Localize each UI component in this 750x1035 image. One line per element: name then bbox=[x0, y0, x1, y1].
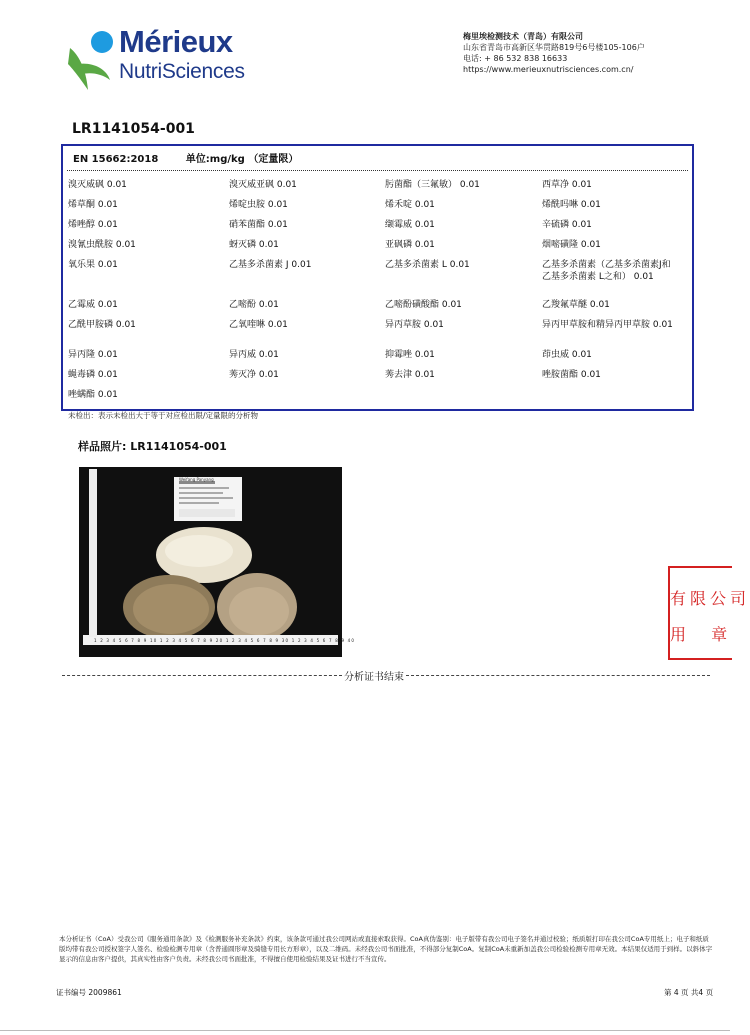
seal-text-line1: 有限公司 bbox=[670, 589, 750, 608]
analyte-result: 缬霉威 0.01 bbox=[385, 220, 435, 230]
company-phone: 电话: + 86 532 838 16633 bbox=[463, 54, 568, 63]
analyte-result: 氧乐果 0.01 bbox=[68, 260, 118, 270]
analyte-result: 异丙甲草胺和精异丙甲草胺 0.01 bbox=[542, 320, 673, 330]
results-box bbox=[61, 144, 694, 411]
header-divider bbox=[67, 170, 688, 171]
logo-text-merieux: Mérieux bbox=[119, 24, 233, 59]
analyte-result: 溴灭威亚砜 0.01 bbox=[229, 180, 297, 190]
analyte-result: 乙氧喹啉 0.01 bbox=[229, 320, 288, 330]
analyte-result: 烯啶虫胺 0.01 bbox=[229, 200, 288, 210]
company-address: 山东省青岛市高新区华贯路819号6号楼105-106户 bbox=[463, 43, 645, 52]
analyte-result: 乙霉威 0.01 bbox=[68, 300, 118, 310]
analyte-result: 亚砜磷 0.01 bbox=[385, 240, 435, 250]
seal-text-line2: 用 章 bbox=[670, 625, 738, 644]
analyte-result: 溴氰虫酰胺 0.01 bbox=[68, 240, 136, 250]
unit-label: 单位:mg/kg （定量限） bbox=[185, 154, 299, 165]
end-dash-right bbox=[406, 675, 710, 676]
company-seal bbox=[668, 566, 750, 660]
analyte-result: 抑霉唑 0.01 bbox=[385, 350, 435, 360]
analyte-result: 乙羧氟草醚 0.01 bbox=[542, 300, 610, 310]
analyte-result: 烯禾啶 0.01 bbox=[385, 200, 435, 210]
analyte-result: 乙酰甲胺磷 0.01 bbox=[68, 320, 136, 330]
analyte-result: 莠灭净 0.01 bbox=[229, 370, 279, 380]
page-number: 第 4 页 共4 页 bbox=[664, 988, 714, 997]
analyte-result: 溴灭威砜 0.01 bbox=[68, 180, 127, 190]
method-label: EN 15662:2018 bbox=[73, 154, 159, 165]
analyte-result: 乙嘧酚磺酸酯 0.01 bbox=[385, 300, 462, 310]
company-name: 梅里埃检测技术（青岛）有限公司 bbox=[463, 32, 583, 41]
analyte-result: 蝇毒磷 0.01 bbox=[68, 370, 118, 380]
analyte-result: 唑螨酯 0.01 bbox=[68, 390, 118, 400]
sample-photo-image bbox=[79, 467, 342, 657]
analyte-result: 烟嘧磺隆 0.01 bbox=[542, 240, 601, 250]
results-header bbox=[73, 150, 322, 165]
analyte-result: 烯草酮 0.01 bbox=[68, 200, 118, 210]
end-of-certificate bbox=[62, 668, 710, 682]
analyte-result: 西草净 0.01 bbox=[542, 180, 592, 190]
analyte-result: 蚜灭磷 0.01 bbox=[229, 240, 279, 250]
not-detected-note: 未检出：表示未检出大于等于对应检出限/定量限的分析物 bbox=[68, 411, 259, 420]
sample-photo bbox=[79, 467, 356, 657]
analyte-result: 肟菌酯（三氟敏） 0.01 bbox=[385, 180, 480, 190]
analyte-result: 乙基多杀菌素 L 0.01 bbox=[385, 260, 470, 270]
analyte-result: 烯唑醇 0.01 bbox=[68, 220, 118, 230]
analyte-result: 乙基多杀菌素 J 0.01 bbox=[229, 260, 312, 270]
sample-label-text: Weifang Panyang bbox=[179, 477, 214, 482]
company-info bbox=[463, 31, 645, 75]
photo-title: 样品照片: LR1141054-001 bbox=[78, 440, 227, 453]
analyte-result: 唑胺菌酯 0.01 bbox=[542, 370, 601, 380]
logo-mark-icon bbox=[66, 28, 126, 92]
logo-text-nutrisciences: NutriSciences bbox=[119, 60, 245, 83]
certificate-number: 证书编号 2009861 bbox=[56, 988, 122, 997]
analyte-result: 烯酰吗啉 0.01 bbox=[542, 200, 601, 210]
analyte-result: 异丙草胺 0.01 bbox=[385, 320, 444, 330]
bottom-rule bbox=[0, 1030, 730, 1031]
analyte-result: 异丙威 0.01 bbox=[229, 350, 279, 360]
analyte-result: 莠去津 0.01 bbox=[385, 370, 435, 380]
ruler-scale: 1 2 3 4 5 6 7 8 9 10 1 2 3 4 5 6 7 8 9 20 1 2 3 4 5 6 7 8 9 30 1 2 3 4 5 6 7 8 9 40 bbox=[94, 638, 356, 643]
analyte-result: 乙基多杀菌素（乙基多杀菌素J和乙基多杀菌素 L之和） 0.01 bbox=[542, 260, 671, 282]
merieux-logo bbox=[66, 24, 251, 92]
end-dash-left bbox=[62, 675, 342, 676]
analyte-result: 辛硫磷 0.01 bbox=[542, 220, 592, 230]
disclaimer-text: 本分析证书（CoA）受我公司《服务通用条款》及《检测服务补充条款》约束，该条款可通过我公司网站或直接索取获得。CoA真伪鉴别：电子版带有我公司电子签名并通过校验；纸质版打印在我公司CoA专用纸上；电子和纸质版均带有我公司授权签字人签名、检验检测专用章（含普通圆形章及骑缝专用长方形章），以及二维码。未经我公司书面批准，不得部分复制CoA。复制CoA未重新加盖我公司检验检测专用章无效。本结果仅适用于到样。以斜体字显示的信息由客户提供，其真实性由客户负责。未经我公司书面批准，不得擅自使用检验结果及证书进行不当宣传。 bbox=[59, 935, 713, 963]
report-number: LR1141054-001 bbox=[72, 121, 195, 137]
analyte-result: 异丙隆 0.01 bbox=[68, 350, 118, 360]
end-text: 分析证书结束 bbox=[342, 668, 406, 683]
analyte-result: 硝苯菌酯 0.01 bbox=[229, 220, 288, 230]
analyte-result: 茚虫威 0.01 bbox=[542, 350, 592, 360]
company-website[interactable]: https://www.merieuxnutrisciences.com.cn/ bbox=[463, 65, 634, 74]
analyte-result: 乙嘧酚 0.01 bbox=[229, 300, 279, 310]
